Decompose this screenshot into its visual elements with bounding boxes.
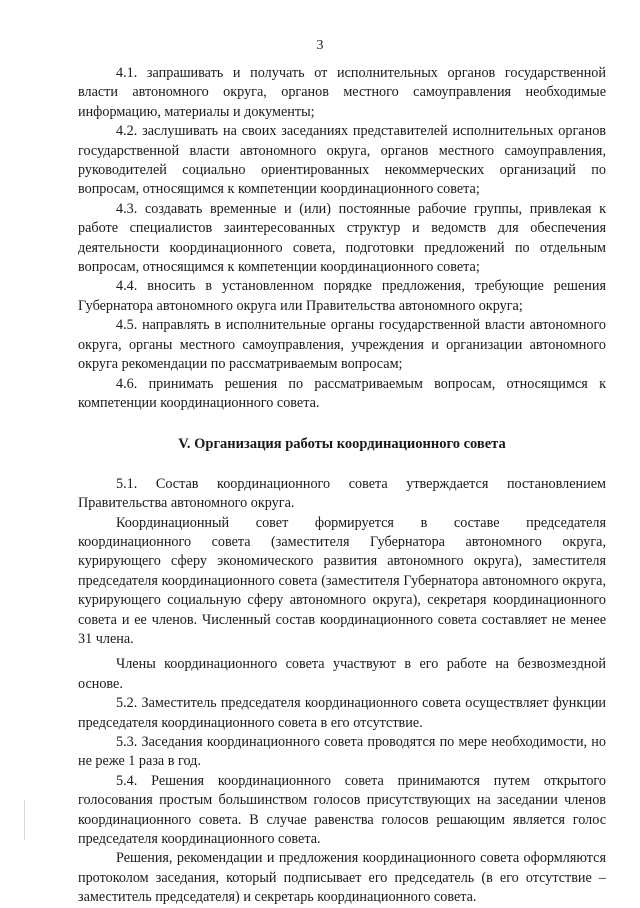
scan-margin-mark	[24, 800, 25, 840]
paragraph-composition: Координационный совет формируется в составе председателя координационного совета (заместителя Губернатора автономного округа, курирующего сферу экономического развития автономного округа), заместителя председателя координационного совета (заместителя Губернатора автономного округа, курирующего социальную сферу автономного округа), секретаря координационного совета и ее членов. Численный состав координационного совета составляет не менее 31 члена.	[78, 514, 606, 647]
paragraph-members: Члены координационного совета участвуют в его работе на безвозмездной основе.	[78, 656, 606, 692]
paragraph-4-6: 4.6. принимать решения по рассматриваемым вопросам, относящимся к компетенции координационного совета.	[78, 375, 606, 411]
page-number: 3	[316, 38, 324, 53]
paragraph-5-3: 5.3. Заседания координационного совета проводятся по мере необходимости, но не реже 1 раза в год.	[78, 734, 606, 770]
paragraph-decisions: Решения, рекомендации и предложения координационного совета оформляются протоколом заседания, который подписывает его председатель (в его отсутствие – заместитель председателя) и секретарь координационного совета.	[78, 850, 606, 906]
section-title: V. Организация работы координационного совета	[178, 436, 506, 453]
paragraph-4-4: 4.4. вносить в установленном порядке предложения, требующие решения Губернатора автономного округа или Правительства автономного округа;	[78, 278, 606, 314]
document-body	[78, 64, 606, 908]
paragraph-4-3: 4.3. создавать временные и (или) постоянные рабочие группы, привлекая к работе специалистов заинтересованных структур и ведомств для обеспечения деятельности координационного совета, подготовки предложений по отдельным вопросам, относящимся к компетенции координационного совета;	[78, 200, 606, 276]
paragraph-4-1: 4.1. запрашивать и получать от исполнительных органов государственной власти автономного округа, органов местного самоуправления необходимые информацию, материалы и документы;	[78, 65, 606, 120]
paragraph-4-2: 4.2. заслушивать на своих заседаниях представителей исполнительных органов государственной власти автономного округа, органов местного самоуправления, руководителей социально ориентированных некоммерческих организаций по вопросам, относящимся к компетенции координационного совета;	[78, 123, 606, 198]
paragraph-4-5: 4.5. направлять в исполнительные органы государственной власти автономного округа, органы местного самоуправления, учреждения и организации автономного округа рекомендации по рассматриваемым вопросам;	[78, 317, 606, 373]
paragraph-5-1: 5.1. Состав координационного совета утверждается постановлением Правительства автономного округа.	[78, 475, 606, 512]
paragraph-5-4: 5.4. Решения координационного совета принимаются путем открытого голосования простым большинством голосов присутствующих на заседании членов координационного совета. В случае равенства голосов решающим является голос председателя координационного совета.	[78, 772, 606, 848]
paragraph-5-2: 5.2. Заместитель председателя координационного совета осуществляет функции председателя координационного совета в его отсутствие.	[78, 695, 606, 731]
